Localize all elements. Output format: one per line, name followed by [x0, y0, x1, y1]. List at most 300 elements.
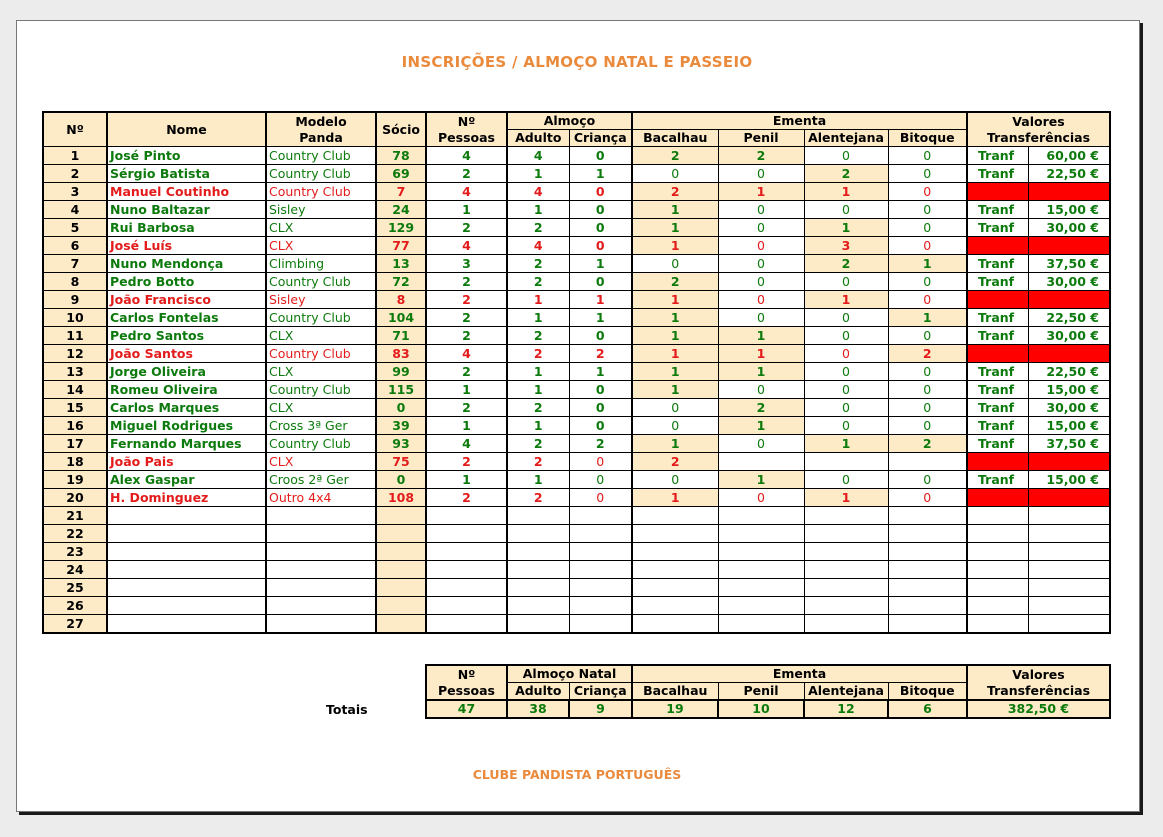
- row-number: 5: [43, 219, 107, 237]
- people-count: 2: [426, 309, 507, 327]
- payment-type: [967, 615, 1028, 634]
- member-name: [107, 543, 266, 561]
- child-count: 0: [569, 183, 632, 201]
- car-model: CLX: [266, 237, 376, 255]
- club-footer: CLUBE PANDISTA PORTUGUÊS: [472, 767, 682, 782]
- child-count: 0: [569, 381, 632, 399]
- menu-alentejana: 0: [804, 147, 888, 165]
- menu-bitoque: 0: [888, 201, 967, 219]
- header-alentejana: Alentejana: [804, 130, 888, 147]
- row-number: 20: [43, 489, 107, 507]
- child-count: 0: [569, 147, 632, 165]
- member-number: 93: [376, 435, 426, 453]
- menu-bitoque: 0: [888, 399, 967, 417]
- menu-bitoque: [888, 453, 967, 471]
- table-row: [43, 453, 1110, 471]
- people-count: [426, 561, 507, 579]
- row-number: 23: [43, 543, 107, 561]
- totals-header-pessoas: Nº Pessoas: [426, 665, 507, 700]
- table-row: [43, 435, 1110, 453]
- totals-label: Totais: [326, 702, 368, 717]
- car-model: [266, 525, 376, 543]
- people-count: 2: [426, 327, 507, 345]
- adult-count: 1: [507, 471, 569, 489]
- member-number: 13: [376, 255, 426, 273]
- payment-type: Tranf: [967, 417, 1028, 435]
- menu-penil: 0: [718, 489, 804, 507]
- child-count: 0: [569, 219, 632, 237]
- adult-count: 1: [507, 201, 569, 219]
- menu-alentejana: [804, 507, 888, 525]
- car-model: Country Club: [266, 273, 376, 291]
- table-row: [43, 525, 1110, 543]
- header-adulto: Adulto: [507, 130, 569, 147]
- totals-table: [425, 664, 1111, 719]
- menu-bitoque: 0: [888, 381, 967, 399]
- row-number: 26: [43, 597, 107, 615]
- total-bacalhau: 19: [632, 700, 718, 718]
- menu-bacalhau: [632, 543, 718, 561]
- car-model: Country Club: [266, 435, 376, 453]
- adult-count: 2: [507, 489, 569, 507]
- people-count: 2: [426, 399, 507, 417]
- member-name: [107, 579, 266, 597]
- row-number: 7: [43, 255, 107, 273]
- people-count: 2: [426, 453, 507, 471]
- row-number: 2: [43, 165, 107, 183]
- member-name: João Santos: [107, 345, 266, 363]
- member-number: 104: [376, 309, 426, 327]
- payment-value: [1028, 237, 1110, 255]
- payment-value: 30,00 €: [1028, 399, 1110, 417]
- totals-header-bitoque: Bitoque: [888, 683, 967, 701]
- menu-penil: 2: [718, 147, 804, 165]
- menu-penil: [718, 543, 804, 561]
- row-number: 18: [43, 453, 107, 471]
- header-bitoque: Bitoque: [888, 130, 967, 147]
- menu-penil: 0: [718, 435, 804, 453]
- people-count: 4: [426, 345, 507, 363]
- child-count: [569, 579, 632, 597]
- menu-alentejana: 0: [804, 201, 888, 219]
- member-name: José Pinto: [107, 147, 266, 165]
- menu-bacalhau: 1: [632, 309, 718, 327]
- people-count: [426, 615, 507, 634]
- people-count: 4: [426, 183, 507, 201]
- totals-header-bacalhau: Bacalhau: [632, 683, 718, 701]
- people-count: [426, 597, 507, 615]
- menu-bacalhau: 1: [632, 363, 718, 381]
- member-number: 83: [376, 345, 426, 363]
- menu-bacalhau: 1: [632, 219, 718, 237]
- adult-count: 1: [507, 363, 569, 381]
- payment-value: [1028, 291, 1110, 309]
- payment-value: 15,00 €: [1028, 417, 1110, 435]
- menu-bacalhau: [632, 525, 718, 543]
- menu-alentejana: 0: [804, 363, 888, 381]
- menu-penil: 1: [718, 417, 804, 435]
- people-count: 1: [426, 201, 507, 219]
- adult-count: [507, 561, 569, 579]
- member-number: [376, 525, 426, 543]
- payment-type: Tranf: [967, 363, 1028, 381]
- menu-alentejana: [804, 615, 888, 634]
- member-name: Jorge Oliveira: [107, 363, 266, 381]
- table-row: [43, 345, 1110, 363]
- payment-value: 22,50 €: [1028, 309, 1110, 327]
- row-number: 13: [43, 363, 107, 381]
- menu-alentejana: 0: [804, 471, 888, 489]
- menu-penil: 0: [718, 291, 804, 309]
- menu-bacalhau: 1: [632, 291, 718, 309]
- row-number: 16: [43, 417, 107, 435]
- table-row: [43, 273, 1110, 291]
- registrations-table: [42, 111, 1111, 634]
- menu-bacalhau: 1: [632, 237, 718, 255]
- member-number: 71: [376, 327, 426, 345]
- child-count: 2: [569, 435, 632, 453]
- menu-bitoque: 1: [888, 255, 967, 273]
- totals-header-ementa: Ementa: [632, 665, 967, 683]
- menu-penil: 1: [718, 327, 804, 345]
- menu-bacalhau: [632, 561, 718, 579]
- table-row: [43, 219, 1110, 237]
- payment-value: [1028, 543, 1110, 561]
- table-row: [43, 147, 1110, 165]
- member-name: Miguel Rodrigues: [107, 417, 266, 435]
- table-row: [43, 201, 1110, 219]
- row-number: 24: [43, 561, 107, 579]
- menu-penil: 1: [718, 183, 804, 201]
- menu-bitoque: 0: [888, 471, 967, 489]
- menu-bacalhau: 1: [632, 201, 718, 219]
- payment-type: Tranf: [967, 381, 1028, 399]
- member-name: Manuel Coutinho: [107, 183, 266, 201]
- payment-value: [1028, 597, 1110, 615]
- payment-value: [1028, 345, 1110, 363]
- totals-header-valores: Valores Transferências: [967, 665, 1110, 700]
- menu-penil: [718, 525, 804, 543]
- payment-type: [967, 237, 1028, 255]
- menu-bitoque: 1: [888, 309, 967, 327]
- people-count: 2: [426, 273, 507, 291]
- people-count: [426, 507, 507, 525]
- car-model: Country Club: [266, 345, 376, 363]
- total-alentejana: 12: [804, 700, 888, 718]
- page-title: INSCRIÇÕES / ALMOÇO NATAL E PASSEIO: [401, 53, 753, 71]
- menu-penil: 0: [718, 381, 804, 399]
- menu-bitoque: 0: [888, 489, 967, 507]
- adult-count: [507, 615, 569, 634]
- menu-alentejana: [804, 597, 888, 615]
- people-count: [426, 525, 507, 543]
- totals-header-alentejana: Alentejana: [804, 683, 888, 701]
- adult-count: 2: [507, 453, 569, 471]
- member-name: [107, 561, 266, 579]
- row-number: 27: [43, 615, 107, 634]
- adult-count: [507, 597, 569, 615]
- payment-type: [967, 543, 1028, 561]
- member-name: Romeu Oliveira: [107, 381, 266, 399]
- menu-bitoque: 2: [888, 435, 967, 453]
- table-row: [43, 489, 1110, 507]
- child-count: [569, 543, 632, 561]
- adult-count: 1: [507, 309, 569, 327]
- row-number: 11: [43, 327, 107, 345]
- menu-penil: [718, 507, 804, 525]
- menu-alentejana: 1: [804, 489, 888, 507]
- menu-alentejana: 0: [804, 345, 888, 363]
- people-count: [426, 543, 507, 561]
- table-row: [43, 309, 1110, 327]
- member-name: João Francisco: [107, 291, 266, 309]
- table-row: [43, 471, 1110, 489]
- menu-alentejana: [804, 561, 888, 579]
- payment-type: [967, 579, 1028, 597]
- child-count: [569, 615, 632, 634]
- total-bitoque: 6: [888, 700, 967, 718]
- payment-value: 22,50 €: [1028, 165, 1110, 183]
- table-row: [43, 579, 1110, 597]
- member-name: José Luís: [107, 237, 266, 255]
- child-count: 0: [569, 453, 632, 471]
- menu-alentejana: 0: [804, 417, 888, 435]
- menu-bitoque: 2: [888, 345, 967, 363]
- menu-penil: 0: [718, 309, 804, 327]
- people-count: 1: [426, 381, 507, 399]
- row-number: 8: [43, 273, 107, 291]
- menu-alentejana: [804, 525, 888, 543]
- menu-penil: [718, 597, 804, 615]
- people-count: [426, 579, 507, 597]
- car-model: Country Club: [266, 165, 376, 183]
- table-row: [43, 237, 1110, 255]
- menu-alentejana: 2: [804, 165, 888, 183]
- header-modelo: Modelo Panda: [266, 112, 376, 147]
- table-row: [43, 255, 1110, 273]
- child-count: 0: [569, 417, 632, 435]
- payment-type: Tranf: [967, 435, 1028, 453]
- menu-bacalhau: 0: [632, 165, 718, 183]
- payment-type: [967, 561, 1028, 579]
- menu-penil: 0: [718, 219, 804, 237]
- member-number: [376, 597, 426, 615]
- total-penil: 10: [718, 700, 804, 718]
- menu-bacalhau: 2: [632, 273, 718, 291]
- member-name: Rui Barbosa: [107, 219, 266, 237]
- menu-alentejana: 0: [804, 381, 888, 399]
- menu-bacalhau: 0: [632, 399, 718, 417]
- payment-value: [1028, 525, 1110, 543]
- row-number: 4: [43, 201, 107, 219]
- adult-count: [507, 525, 569, 543]
- adult-count: 1: [507, 165, 569, 183]
- member-number: 75: [376, 453, 426, 471]
- member-name: Fernando Marques: [107, 435, 266, 453]
- adult-count: [507, 543, 569, 561]
- menu-alentejana: 0: [804, 273, 888, 291]
- adult-count: 2: [507, 435, 569, 453]
- child-count: [569, 597, 632, 615]
- car-model: CLX: [266, 453, 376, 471]
- header-nome: Nome: [107, 112, 266, 147]
- menu-bacalhau: [632, 579, 718, 597]
- member-name: H. Dominguez: [107, 489, 266, 507]
- spreadsheet-page: [16, 20, 1140, 812]
- header-num: Nº: [43, 112, 107, 147]
- payment-value: 60,00 €: [1028, 147, 1110, 165]
- member-number: [376, 507, 426, 525]
- payment-value: 30,00 €: [1028, 327, 1110, 345]
- adult-count: [507, 579, 569, 597]
- row-number: 3: [43, 183, 107, 201]
- menu-bitoque: 0: [888, 237, 967, 255]
- menu-penil: 0: [718, 237, 804, 255]
- menu-bitoque: 0: [888, 327, 967, 345]
- payment-value: [1028, 507, 1110, 525]
- menu-bitoque: 0: [888, 417, 967, 435]
- car-model: Country Club: [266, 147, 376, 165]
- member-number: 77: [376, 237, 426, 255]
- total-crianca: 9: [569, 700, 632, 718]
- adult-count: 1: [507, 381, 569, 399]
- payment-value: [1028, 489, 1110, 507]
- totals-header-crianca: Criança: [569, 683, 632, 701]
- child-count: 0: [569, 201, 632, 219]
- payment-type: Tranf: [967, 165, 1028, 183]
- member-number: 108: [376, 489, 426, 507]
- menu-penil: 1: [718, 363, 804, 381]
- menu-alentejana: 1: [804, 291, 888, 309]
- member-name: [107, 507, 266, 525]
- menu-bitoque: [888, 543, 967, 561]
- payment-value: 30,00 €: [1028, 273, 1110, 291]
- child-count: [569, 507, 632, 525]
- menu-bitoque: 0: [888, 273, 967, 291]
- menu-bitoque: 0: [888, 165, 967, 183]
- child-count: 1: [569, 309, 632, 327]
- car-model: Croos 2ª Ger: [266, 471, 376, 489]
- menu-bacalhau: 1: [632, 381, 718, 399]
- menu-alentejana: [804, 453, 888, 471]
- row-number: 12: [43, 345, 107, 363]
- adult-count: 2: [507, 345, 569, 363]
- member-number: [376, 561, 426, 579]
- menu-alentejana: 3: [804, 237, 888, 255]
- menu-alentejana: 1: [804, 435, 888, 453]
- totals-header-adulto: Adulto: [507, 683, 569, 701]
- member-name: Nuno Mendonça: [107, 255, 266, 273]
- table-row: [43, 165, 1110, 183]
- menu-penil: 0: [718, 255, 804, 273]
- payment-value: 15,00 €: [1028, 471, 1110, 489]
- people-count: 1: [426, 471, 507, 489]
- table-row: [43, 543, 1110, 561]
- member-number: 72: [376, 273, 426, 291]
- people-count: 2: [426, 165, 507, 183]
- adult-count: 4: [507, 147, 569, 165]
- payment-type: Tranf: [967, 147, 1028, 165]
- menu-alentejana: 0: [804, 327, 888, 345]
- adult-count: [507, 507, 569, 525]
- payment-type: [967, 345, 1028, 363]
- menu-alentejana: 0: [804, 309, 888, 327]
- menu-bitoque: 0: [888, 363, 967, 381]
- menu-bacalhau: 1: [632, 489, 718, 507]
- people-count: 3: [426, 255, 507, 273]
- table-row: [43, 507, 1110, 525]
- member-number: 69: [376, 165, 426, 183]
- row-number: 14: [43, 381, 107, 399]
- payment-type: [967, 291, 1028, 309]
- menu-penil: 1: [718, 471, 804, 489]
- adult-count: 1: [507, 291, 569, 309]
- adult-count: 2: [507, 399, 569, 417]
- header-almoco: Almoço: [507, 112, 632, 130]
- payment-type: Tranf: [967, 399, 1028, 417]
- menu-bacalhau: 2: [632, 147, 718, 165]
- menu-alentejana: [804, 543, 888, 561]
- totals-header-penil: Penil: [718, 683, 804, 701]
- payment-type: Tranf: [967, 309, 1028, 327]
- member-name: Carlos Fontelas: [107, 309, 266, 327]
- car-model: CLX: [266, 399, 376, 417]
- header-valores: Valores Transferências: [967, 112, 1110, 147]
- header-bacalhau: Bacalhau: [632, 130, 718, 147]
- member-name: Alex Gaspar: [107, 471, 266, 489]
- child-count: [569, 561, 632, 579]
- adult-count: 2: [507, 255, 569, 273]
- row-number: 21: [43, 507, 107, 525]
- menu-bacalhau: 1: [632, 327, 718, 345]
- payment-value: 37,50 €: [1028, 435, 1110, 453]
- member-number: [376, 615, 426, 634]
- car-model: CLX: [266, 219, 376, 237]
- people-count: 2: [426, 219, 507, 237]
- child-count: 1: [569, 363, 632, 381]
- member-number: 78: [376, 147, 426, 165]
- menu-bacalhau: [632, 615, 718, 634]
- people-count: 4: [426, 435, 507, 453]
- payment-type: Tranf: [967, 471, 1028, 489]
- member-name: Pedro Botto: [107, 273, 266, 291]
- menu-bacalhau: 0: [632, 417, 718, 435]
- header-socio: Sócio: [376, 112, 426, 147]
- child-count: 0: [569, 327, 632, 345]
- member-number: 129: [376, 219, 426, 237]
- child-count: 0: [569, 237, 632, 255]
- total-valores: 382,50 €: [967, 700, 1110, 718]
- adult-count: 4: [507, 183, 569, 201]
- table-row: [43, 597, 1110, 615]
- menu-bitoque: 0: [888, 219, 967, 237]
- row-number: 25: [43, 579, 107, 597]
- menu-bacalhau: 2: [632, 453, 718, 471]
- payment-value: [1028, 561, 1110, 579]
- adult-count: 2: [507, 273, 569, 291]
- menu-bitoque: [888, 597, 967, 615]
- people-count: 1: [426, 417, 507, 435]
- menu-bacalhau: 1: [632, 345, 718, 363]
- adult-count: 2: [507, 327, 569, 345]
- car-model: CLX: [266, 327, 376, 345]
- child-count: 2: [569, 345, 632, 363]
- menu-bacalhau: 0: [632, 255, 718, 273]
- table-row: [43, 363, 1110, 381]
- car-model: Country Club: [266, 183, 376, 201]
- payment-type: [967, 453, 1028, 471]
- member-number: 115: [376, 381, 426, 399]
